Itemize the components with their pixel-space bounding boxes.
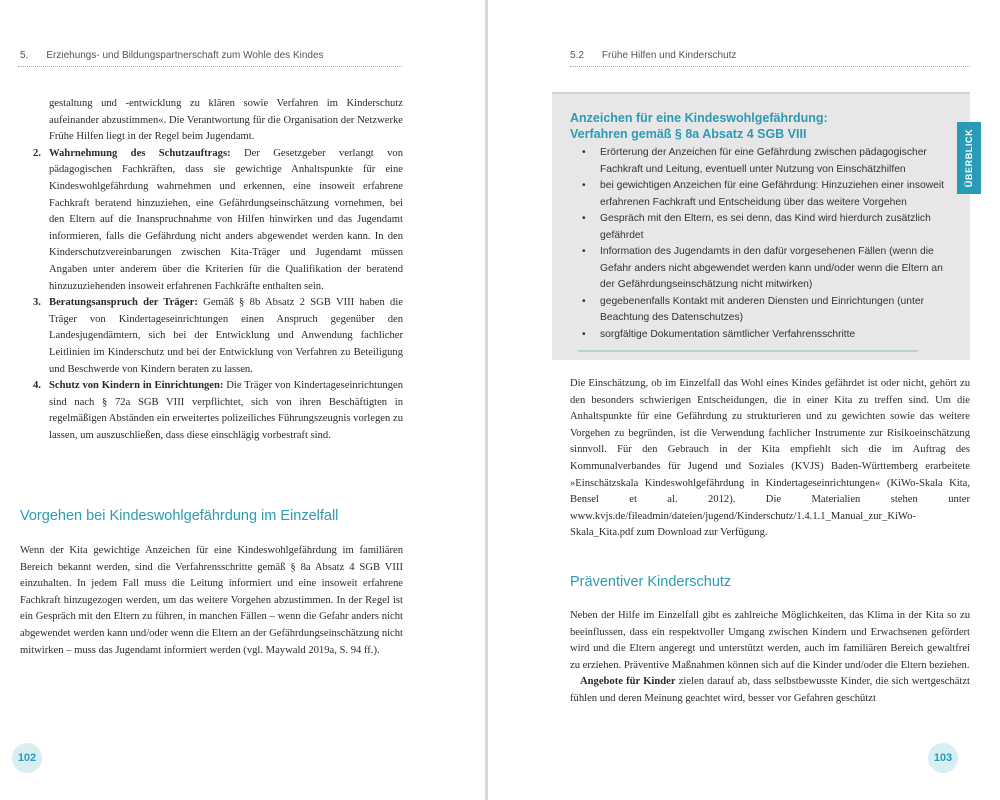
running-head-left [20,50,324,61]
box-brush-line [578,350,918,352]
list-item-text: Die Träger von Kindertageseinrichtungen sind nach § 72a SGB VIII verpflichtet, sich von ihren Beschäftigten in regelmäßigen Abständen ein erweitertes polizeiliches Führungszeugnis vorlegen zu lassen, um auszuschließen, dass diese einschlägig vorbestraft sind. [49,380,403,441]
paragraph-angebote [570,674,970,707]
bullet-icon: • [582,295,586,307]
left-page [0,0,485,800]
list-item: • gegebenenfalls Kontakt mit anderen Diensten und Einrichtungen (unter Beachtung des Datenschutzes) [582,295,924,323]
list-item-number: 2. [33,147,41,159]
list-item-heading: Wahrnehmung des Schutzauftrags: [49,147,231,159]
list-continuation: gestaltung und -entwicklung zu klären sowie Verfahren im Kinderschutz aufeinander abzustimmen«. Die Verantwortung für die Organisation der Netzwerke Frühe Hilfen liegt in der Regel beim Jugendamt. [49,98,403,143]
overview-tab[interactable] [957,122,981,194]
list-item-text: Der Gesetzgeber verlangt von pädagogischen Fachkräften, dass sie gewichtige Anhaltspunkte für eine Kindeswohlgefährdung wahrnehmen und erkennen, eine insoweit erfahrene Fachkraft beratend hinzuziehen, eine Gefährdungseinschätzung vornehmen, bei den Eltern auf die Inanspruchnahme von Hilfen hinwirken und das Jugendamt informieren, falls die Gefährdung nicht anders abgewendet werden kann. In den Kinderschutzvereinbarungen zwischen Kita-Träger und Jugendamt müssen Angaben unter anderem über die Kriterien für die Qualifikation der beratend hinzuzuziehenden insoweit erfahrenen Fachkräfte enthalten sein. [49,147,403,292]
overview-box [552,92,970,360]
list-item-text: Gemäß § 8b Absatz 2 SGB VIII haben die Träger von Kindertageseinrichtungen einen Anspruch gegenüber den Landesjugendämtern, sich bei der Entwicklung und Anwendung fachlicher Leitlinien im Kinderschutz und bei der Entwicklung von Verfahren zu Beteiligung und Beschwerde von Kindern beraten zu lassen. [49,297,403,375]
list-item [33,146,403,295]
section-paragraph: Wenn der Kita gewichtige Anzeichen für eine Kindeswohlgefährdung im familiären Bereich bekannt werden, sind die Verfahrensschritte gemäß § 8a Absatz 4 SGB VIII einzuhalten. In jedem Fall muss die Leitung informiert und eine insoweit erfahrene Fachkraft hinzugezogen werden, um das weitere Vorgehen abzustimmen. In der Regel ist ein Gespräch mit den Eltern zu führen, in manchen Fällen – wenn die Gefahr anders nicht abgewendet werden kann und/oder wenn die Eltern an der Gefährdungseinschätzung nicht mitwirken – muss das Jugendamt informiert werden (vgl. Maywald 2019a, S. 94 ff.). [20,545,403,656]
overview-tab-label: ÜBERBLICK [964,128,974,188]
bullet-icon: • [582,180,586,191]
paragraph-praevention-text: Neben der Hilfe im Einzelfall gibt es zahlreiche Möglichkeiten, das Klima in der Kita so zu beeinflussen, dass ein respektvoller Umgang zwischen Kindern und Erwachsenen gefördert wird und die Eltern angeregt und unterstützt werden, auch im familiären Bereich gewaltfrei zu erziehen. Präventive Maßnahmen können sich auf die Kinder und/oder die Eltern beziehen. [570,610,970,671]
list-item-heading: Beratungsanspruch der Träger: [49,297,198,309]
chapter-number: 5.2 [570,50,584,61]
right-page [488,0,1000,800]
running-head-right [570,50,736,61]
chapter-number: 5. [20,50,29,61]
list-item [33,378,403,444]
box-bullet-list [566,145,958,343]
list-item: • Erörterung der Anzeichen für eine Gefährdung zwischen pädagogischer Fachkraft und Leitung, eventuell unter Nutzung von Einschätzhilfen [582,147,927,175]
chapter-title: Frühe Hilfen und Kinderschutz [601,50,737,61]
numbered-list [33,96,403,444]
list-item: • Gespräch mit den Eltern, es sei denn, das Kind wird hierdurch zusätzlich gefährdet [582,213,931,241]
list-item: • sorgfältige Dokumentation sämtlicher Verfahrensschritte [566,327,958,344]
box-title [570,110,828,142]
paragraph-einschaetzung: Die Einschätzung, ob im Einzelfall das Wohl eines Kindes gefährdet ist oder nicht, gehört zu den besonders schwierigen Entscheidungen, die in einer Kita zu treffen sind. Um die Anhaltspunkte für eine Gefährdung zu strukturieren und zu gewichten sowie das weitere Vorgehen zu begründen, ist die Verwendung fachlicher Instrumente zur Risikoeinschätzung sinnvoll. Für den Gebrauch in der Kita empfiehlt sich die im Auftrag des Kommunalverbandes für Jugend und Soziales (KVJS) Baden-Württemberg erarbeitete »Einschätzskala Kindeswohlgefährdung in Kindertageseinrichtungen« (KiWo-Skala Kita, Bensel et al. 2012). Die Materialien stehen unter www.kvjs.de/fileadmin/dateien/jugend/Kinderschutz/1.4.1.1_Manual_zur_KiWo-Skala_Kita.pdf zum Download zur Verfügung. [570,378,970,539]
box-title-line2: Verfahren gemäß § 8a Absatz 4 SGB VIII [570,127,807,141]
bullet-icon: • [582,147,586,158]
list-item-number: 3. [33,297,41,309]
bullet-icon: • [582,328,586,340]
section-heading-einzelfall: Vorgehen bei Kindeswohlgefährdung im Einzelfall [20,508,339,524]
section-heading-praevention: Präventiver Kinderschutz [570,574,732,590]
angebote-heading: Angebote für Kinder [580,676,676,688]
list-item: • bei gewichtigen Anzeichen für eine Gefährdung: Hinzuziehen einer insoweit erfahrenen Fachkraft und Entscheidung über das weitere Vorgehen [582,180,945,208]
header-rule [18,66,402,67]
bullet-icon: • [582,213,586,224]
box-title-line1: Anzeichen für eine Kindeswohlgefährdung: [570,111,828,125]
list-item-number: 4. [33,380,41,392]
angebote-text: zielen darauf ab, dass selbstbewusste Kinder, die sich wertgeschätzt fühlen und deren Meinung geachtet wird, besser vor Gefahren geschützt [570,676,970,704]
page-number-left: 102 [12,743,42,773]
paragraph-praevention [570,608,970,708]
page-number-right: 103 [928,743,958,773]
chapter-title: Erziehungs- und Bildungspartnerschaft zum Wohle des Kindes [46,50,324,61]
list-item [33,295,403,378]
header-rule [570,66,970,67]
bullet-icon: • [582,246,586,257]
list-item: • Information des Jugendamts in den dafür vorgesehenen Fällen (wenn die Gefahr anders nicht abgewendet werden kann und/oder wenn die Eltern an der Gefährdungseinschätzung nicht mitwirken) [582,246,943,290]
list-item-heading: Schutz von Kindern in Einrichtungen: [49,380,224,392]
